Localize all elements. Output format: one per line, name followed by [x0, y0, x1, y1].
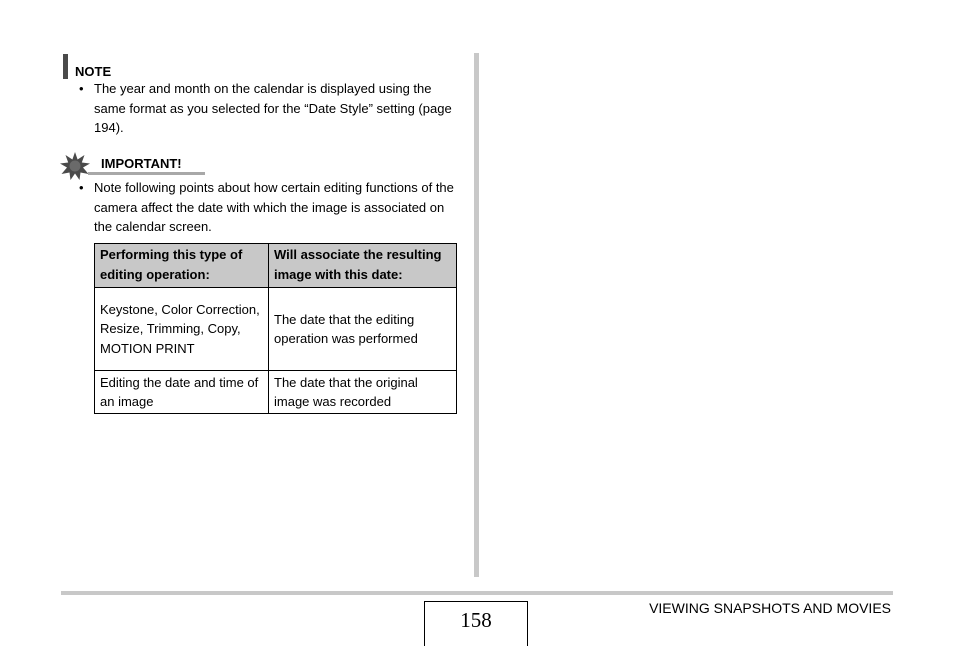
note-heading: NOTE	[75, 64, 112, 79]
note-list	[79, 79, 464, 138]
footer-rule	[61, 591, 893, 595]
section-title: VIEWING SNAPSHOTS AND MOVIES	[649, 600, 891, 616]
important-underline	[88, 172, 205, 175]
important-text: Note following points about how certain editing functions of the camera affect the date with which the image is associated on the calendar screen.	[94, 180, 454, 234]
important-heading: IMPORTANT!	[101, 156, 182, 171]
table-row	[95, 288, 457, 371]
column-divider	[474, 53, 479, 577]
starburst-icon	[60, 152, 90, 180]
table-row	[95, 371, 457, 414]
table-cell: Editing the date and time of an image	[95, 371, 269, 414]
list-item	[79, 79, 464, 138]
editing-date-table	[94, 243, 457, 414]
note-marker-bar	[63, 54, 68, 79]
table-header-row	[95, 244, 457, 288]
table-header-cell: Performing this type of editing operation:	[95, 244, 269, 288]
table-cell: The date that the editing operation was performed	[269, 288, 457, 371]
table-cell: The date that the original image was recorded	[269, 371, 457, 414]
page-number: 158	[424, 601, 528, 646]
bullet-icon: •	[79, 180, 84, 195]
note-text: The year and month on the calendar is displayed using the same format as you selected for the “Date Style” setting (page 194).	[94, 81, 452, 135]
table-header-cell: Will associate the resulting image with this date:	[269, 244, 457, 288]
table-cell: Keystone, Color Correction, Resize, Trimming, Copy, MOTION PRINT	[95, 288, 269, 371]
bullet-icon: •	[79, 81, 84, 96]
list-item	[79, 178, 464, 237]
important-list	[79, 178, 464, 237]
